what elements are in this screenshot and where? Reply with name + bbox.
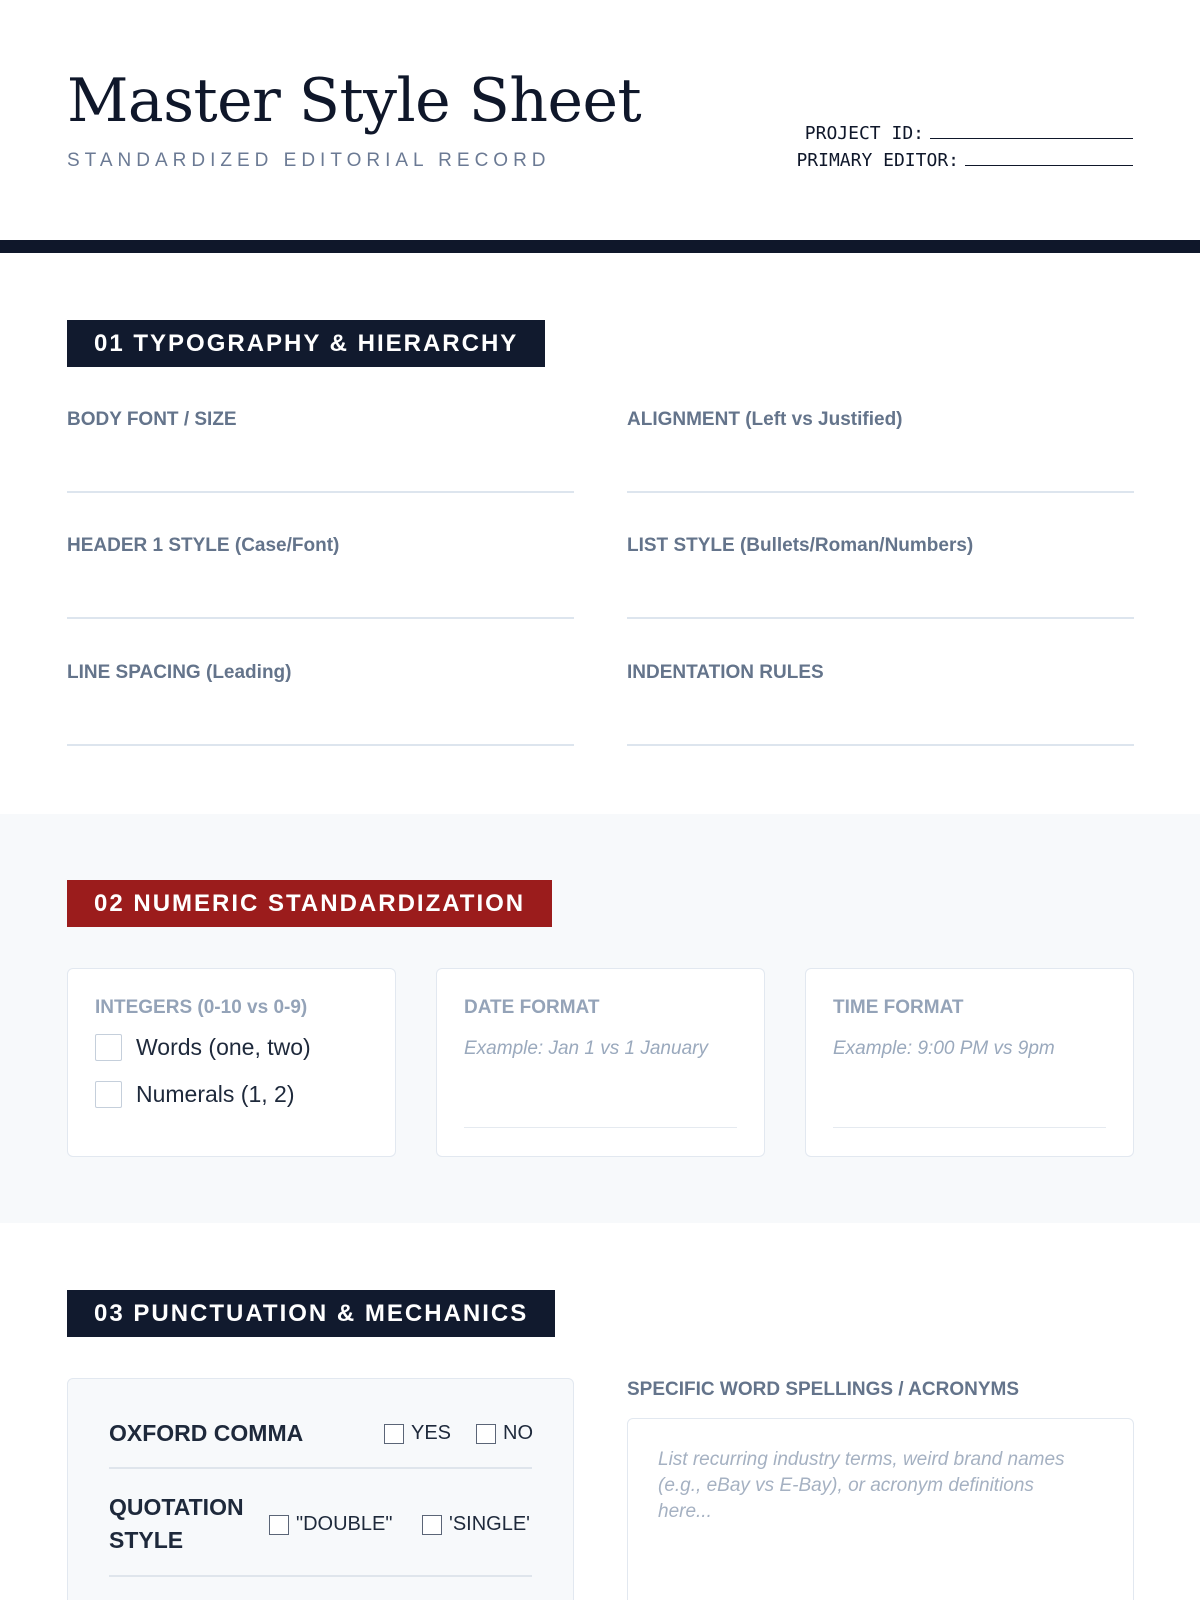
quotation-single-option[interactable]	[422, 1513, 530, 1536]
time-format-title: TIME FORMAT	[833, 997, 964, 1018]
oxford-comma-label: OXFORD COMMA	[109, 1420, 304, 1446]
list-style-label: LIST STYLE (Bullets/Roman/Numbers)	[627, 535, 974, 556]
date-format-example: Example: Jan 1 vs 1 January	[464, 1038, 708, 1059]
list-style-field[interactable]	[627, 617, 1134, 619]
section-typography-heading: 01 TYPOGRAPHY & HIERARCHY	[67, 320, 545, 367]
section-punctuation-heading: 03 PUNCTUATION & MECHANICS	[67, 1290, 555, 1337]
page-title: Master Style Sheet	[67, 66, 642, 136]
line-spacing-field[interactable]	[67, 744, 574, 746]
date-format-title: DATE FORMAT	[464, 997, 600, 1018]
primary-editor-field[interactable]	[965, 152, 1133, 166]
time-format-example: Example: 9:00 PM vs 9pm	[833, 1038, 1055, 1059]
project-id-label: PROJECT ID:	[804, 123, 924, 144]
header1-style-label: HEADER 1 STYLE (Case/Font)	[67, 535, 340, 556]
line-spacing-label: LINE SPACING (Leading)	[67, 662, 292, 683]
page-subtitle: STANDARDIZED EDITORIAL RECORD	[67, 150, 551, 171]
option-label: "DOUBLE"	[296, 1513, 393, 1535]
project-id-row	[796, 120, 1133, 147]
spellings-placeholder: List recurring industry terms, weird brand names (e.g., eBay vs E-Bay), or acronym definitions here...	[658, 1449, 1065, 1522]
integers-option-words[interactable]	[95, 1033, 311, 1061]
option-label: 'SINGLE'	[449, 1513, 530, 1535]
project-id-field[interactable]	[930, 125, 1133, 139]
checkbox[interactable]	[95, 1034, 122, 1061]
option-label: NO	[503, 1422, 533, 1444]
date-format-field[interactable]	[464, 1127, 737, 1128]
option-label: Numerals (1, 2)	[136, 1080, 295, 1107]
document-header	[0, 0, 1200, 252]
mechanics-divider	[109, 1467, 532, 1469]
checkbox[interactable]	[269, 1515, 289, 1535]
quotation-style-label: QUOTATION STYLE	[109, 1494, 244, 1553]
time-format-card	[805, 968, 1134, 1157]
checkbox[interactable]	[422, 1515, 442, 1535]
integers-card	[67, 968, 396, 1157]
body-font-label: BODY FONT / SIZE	[67, 409, 237, 430]
option-label: YES	[411, 1422, 452, 1444]
header1-style-field[interactable]	[67, 617, 574, 619]
checkbox[interactable]	[384, 1424, 404, 1444]
quotation-double-option[interactable]	[269, 1513, 392, 1536]
mechanics-panel	[67, 1378, 574, 1600]
mechanics-divider	[109, 1575, 532, 1577]
oxford-yes-option[interactable]	[384, 1422, 451, 1445]
header-meta	[796, 120, 1133, 174]
header-divider	[0, 240, 1200, 253]
time-format-field[interactable]	[833, 1127, 1106, 1128]
alignment-field[interactable]	[627, 491, 1134, 493]
integers-option-numerals[interactable]	[95, 1080, 294, 1108]
option-label: Words (one, two)	[136, 1033, 311, 1060]
body-font-field[interactable]	[67, 491, 574, 493]
date-format-card	[436, 968, 765, 1157]
indentation-field[interactable]	[627, 744, 1134, 746]
section-numeric-heading: 02 NUMERIC STANDARDIZATION	[67, 880, 552, 927]
integers-title: INTEGERS (0-10 vs 0-9)	[95, 997, 308, 1018]
spellings-label: SPECIFIC WORD SPELLINGS / ACRONYMS	[627, 1379, 1019, 1400]
alignment-label: ALIGNMENT (Left vs Justified)	[627, 409, 903, 430]
primary-editor-row	[796, 147, 1133, 174]
indentation-label: INDENTATION RULES	[627, 662, 824, 683]
oxford-no-option[interactable]	[476, 1422, 533, 1445]
checkbox[interactable]	[95, 1081, 122, 1108]
spellings-textarea[interactable]	[627, 1418, 1134, 1600]
primary-editor-label: PRIMARY EDITOR:	[796, 150, 959, 171]
checkbox[interactable]	[476, 1424, 496, 1444]
